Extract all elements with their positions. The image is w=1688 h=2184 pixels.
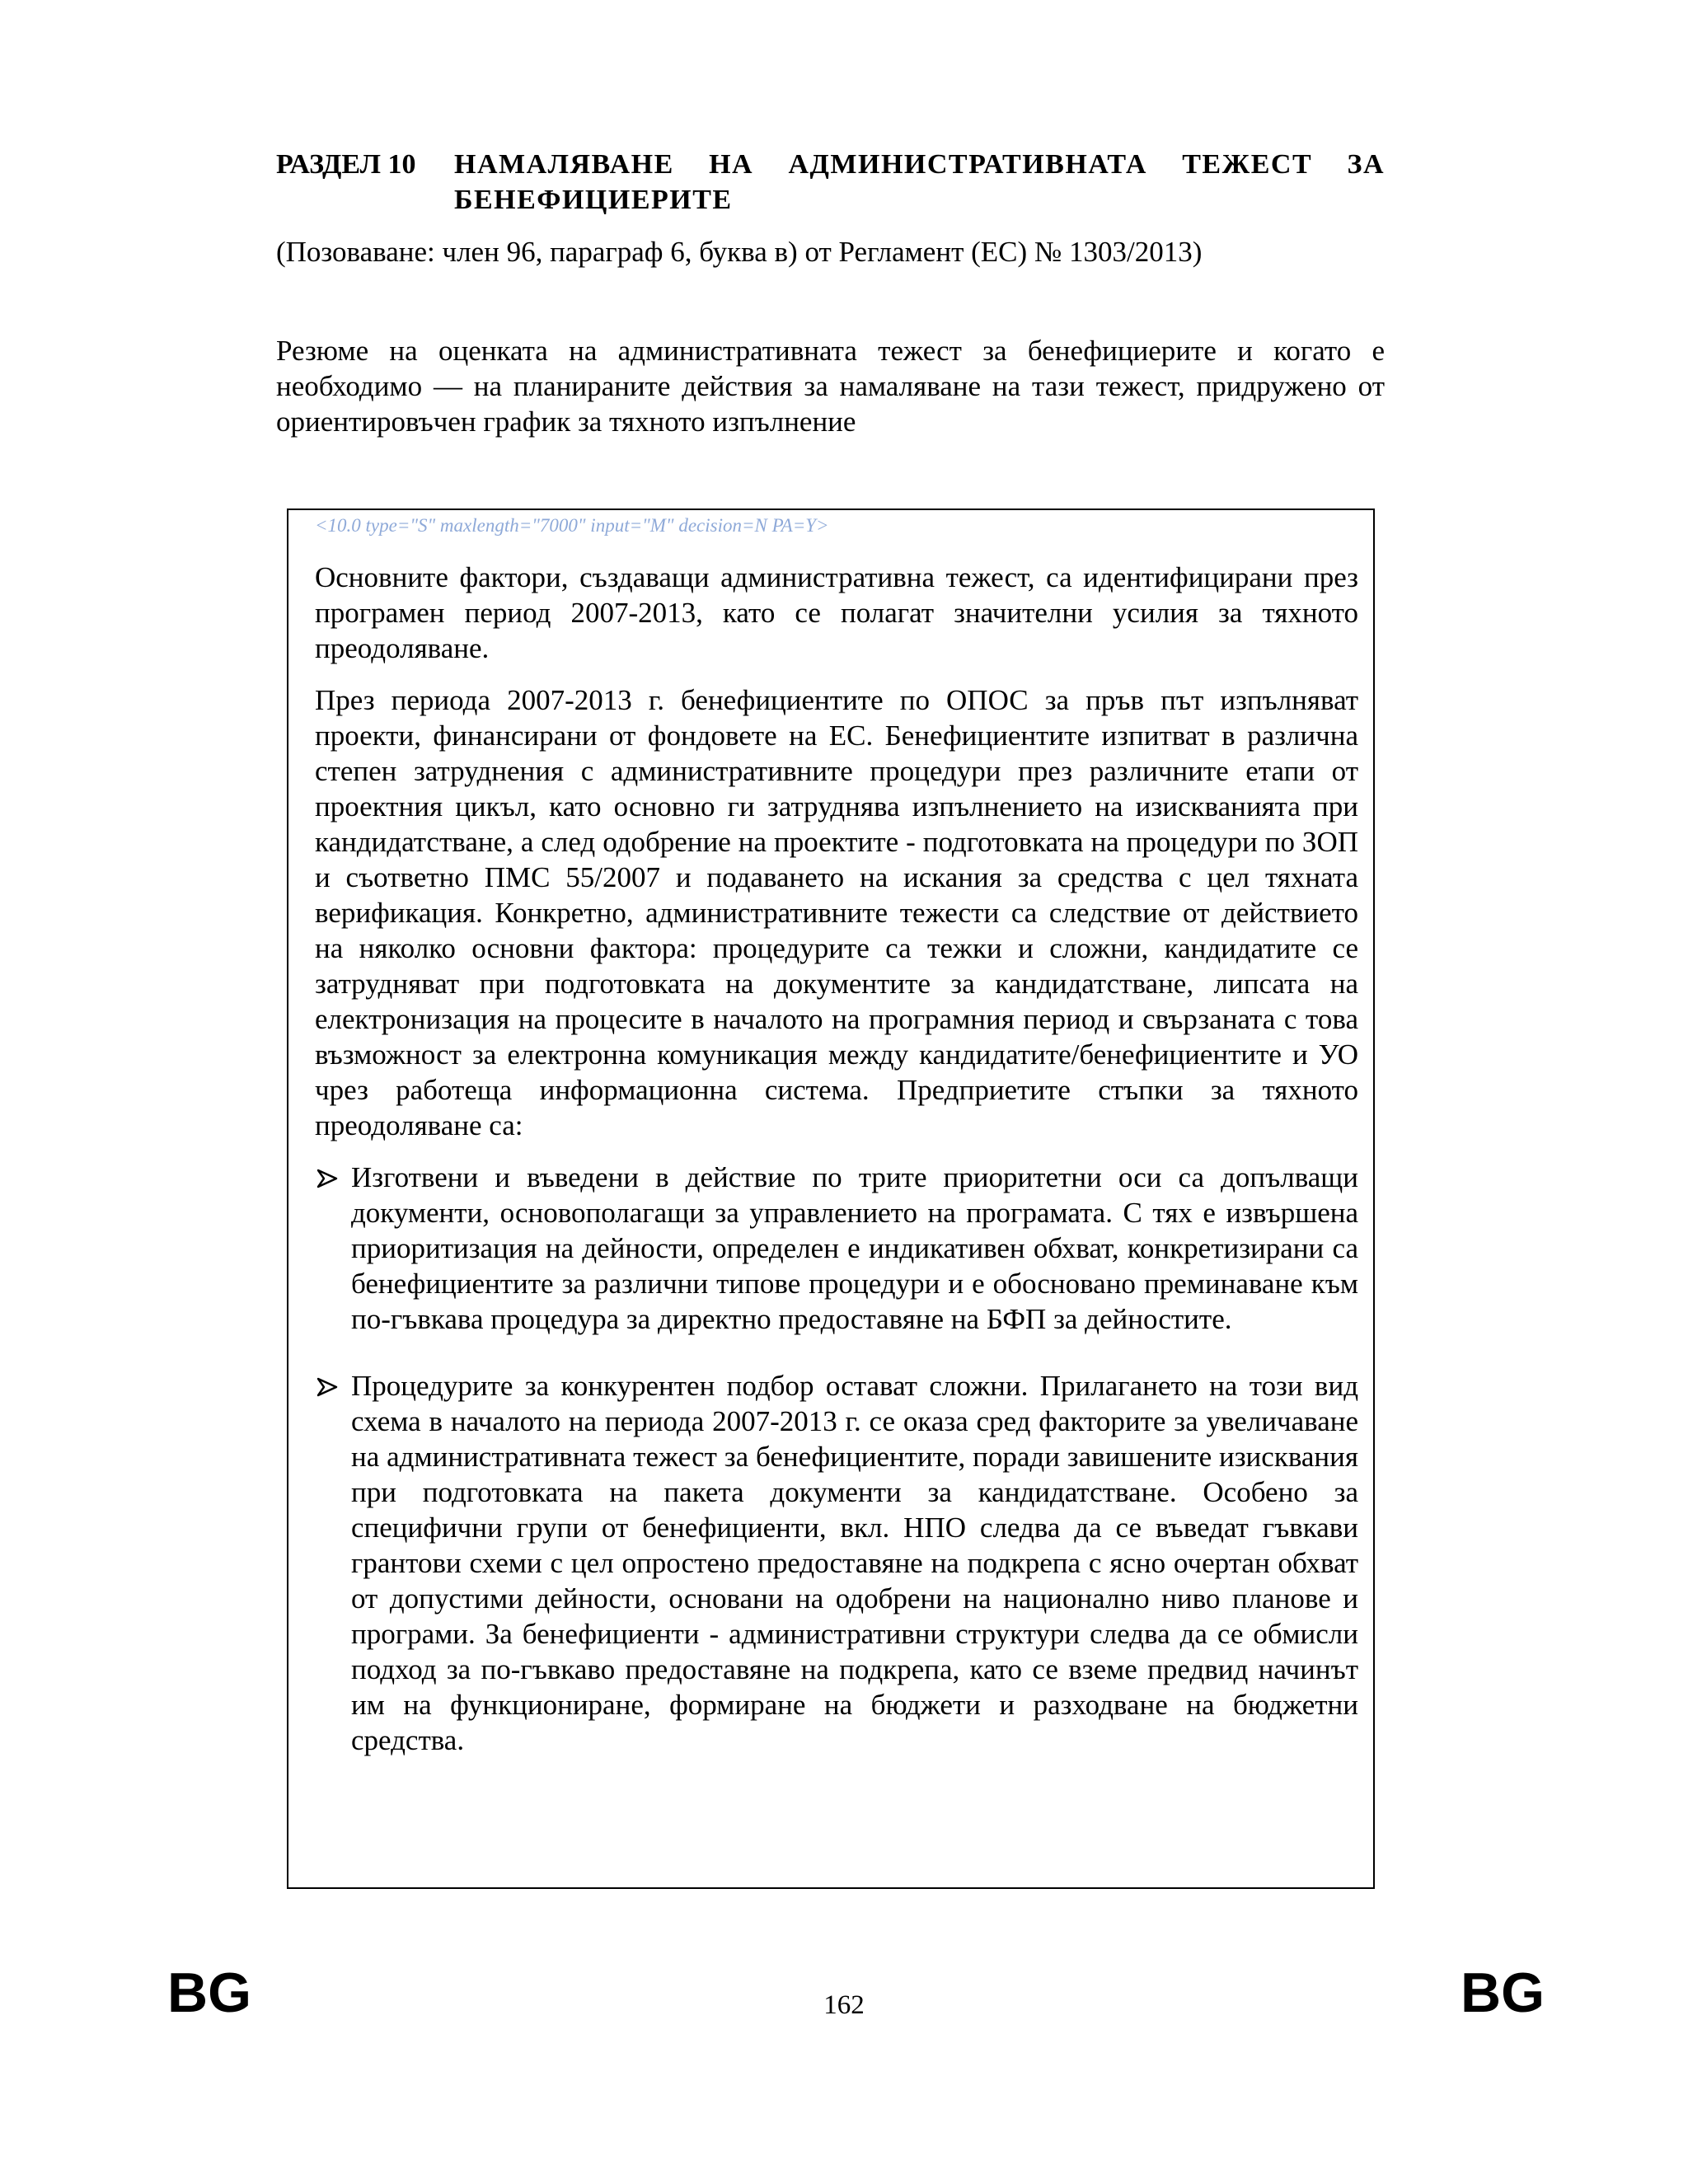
summary-prompt: Резюме на оценката на административната тежест за бенефициерите и когато е необходимо — на планираните действия за намаляване на тази тежест, придружено от ориентировъчен график за тяхното изпълнение xyxy=(276,335,1385,438)
footer-language-label-left: BG xyxy=(167,1961,251,2024)
section-title: НАМАЛЯВАНЕ НА АДМИНИСТРАТИВНАТА ТЕЖЕСТ ЗА БЕНЕФИЦИЕРИТЕ xyxy=(454,149,1385,215)
section-number: РАЗДЕЛ 10 xyxy=(276,149,416,180)
answer-paragraph-2: През периода 2007-2013 г. бенефициентите по ОПОС за пръв път изпълняват проекти, финансирани от фондовете на ЕС. Бенефициентите изпитват в различна степен затруднения с административните процедури през различните етапи от проектния цикъл, като основно ги затруднява изпълнението на изискванията при кандидатстване, а след одобрение на проектите - подготовката на процедури по ЗОП и съответно ПМС 55/2007 и подаването на искания за средства с цел тяхната верификация. Конкретно, административните тежести са следствие от действието на няколко основни фактора: процедурите са тежки и сложни, кандидатите се затрудняват при подготовката на документите за кандидатстване, липсата на електронизация на процесите в началото на програмния период и свързаната с това възможност за електронна комуникация между кандидатите/бенефициентите и УО чрез работеща информационна система. Предприетите стъпки за тяхното преодоляване са: xyxy=(315,684,1358,1141)
answer-text-box xyxy=(287,509,1375,1889)
section-heading xyxy=(276,147,1385,218)
arrowhead-bullet-icon xyxy=(303,1368,351,1758)
page-number: 162 xyxy=(823,1990,865,2020)
regulation-reference: (Позоваване: член 96, параграф 6, буква в) от Регламент (ЕС) № 1303/2013) xyxy=(276,236,1203,268)
arrowhead-bullet-icon xyxy=(303,1160,351,1337)
list-item-text: Изготвени и въведени в действие по трите приоритетни оси са допълващи документи, основополагащи за управлението на програмата. С тях е извършена приоритизация на дейности, определен е индикативен обхват, конкретизирани са бенефициентите за различни типове процедури и е обосновано преминаване към по-гъвкава процедура за директно предоставяне на БФП за дейностите. xyxy=(351,1161,1358,1335)
answer-paragraph-1: Основните фактори, създаващи административна тежест, са идентифицирани през програмен период 2007-2013, като се полагат значителни усилия за тяхното преодоляване. xyxy=(315,561,1358,664)
field-tag: <10.0 type="S" maxlength="7000" input="M" decision=N PA=Y> xyxy=(315,515,829,536)
measures-list xyxy=(303,1160,1358,1758)
footer-language-label-right: BG xyxy=(1461,1961,1545,2024)
list-item xyxy=(303,1368,1358,1758)
list-item-text: Процедурите за конкурентен подбор остават сложни. Прилагането на този вид схема в началото на периода 2007-2013 г. се оказа сред факторите за увеличаване на административната тежест за бенефициентите, поради завишените изисквания при подготовката на пакета документи за кандидатстване. Особено за специфични групи от бенефициенти, вкл. НПО следва да се въведат гъвкави грантови схеми с цел опростено предоставяне на подкрепа с ясно очертан обхват от допустими дейности, основани на одобрени на национално ниво планове и програми. За бенефициенти - административни структури следва да се обмисли подход за по-гъвкаво предоставяне на подкрепа, като се вземе предвид начинът им на функциониране, формиране на бюджети и разходване на бюджетни средства. xyxy=(351,1370,1358,1756)
list-item xyxy=(303,1160,1358,1337)
